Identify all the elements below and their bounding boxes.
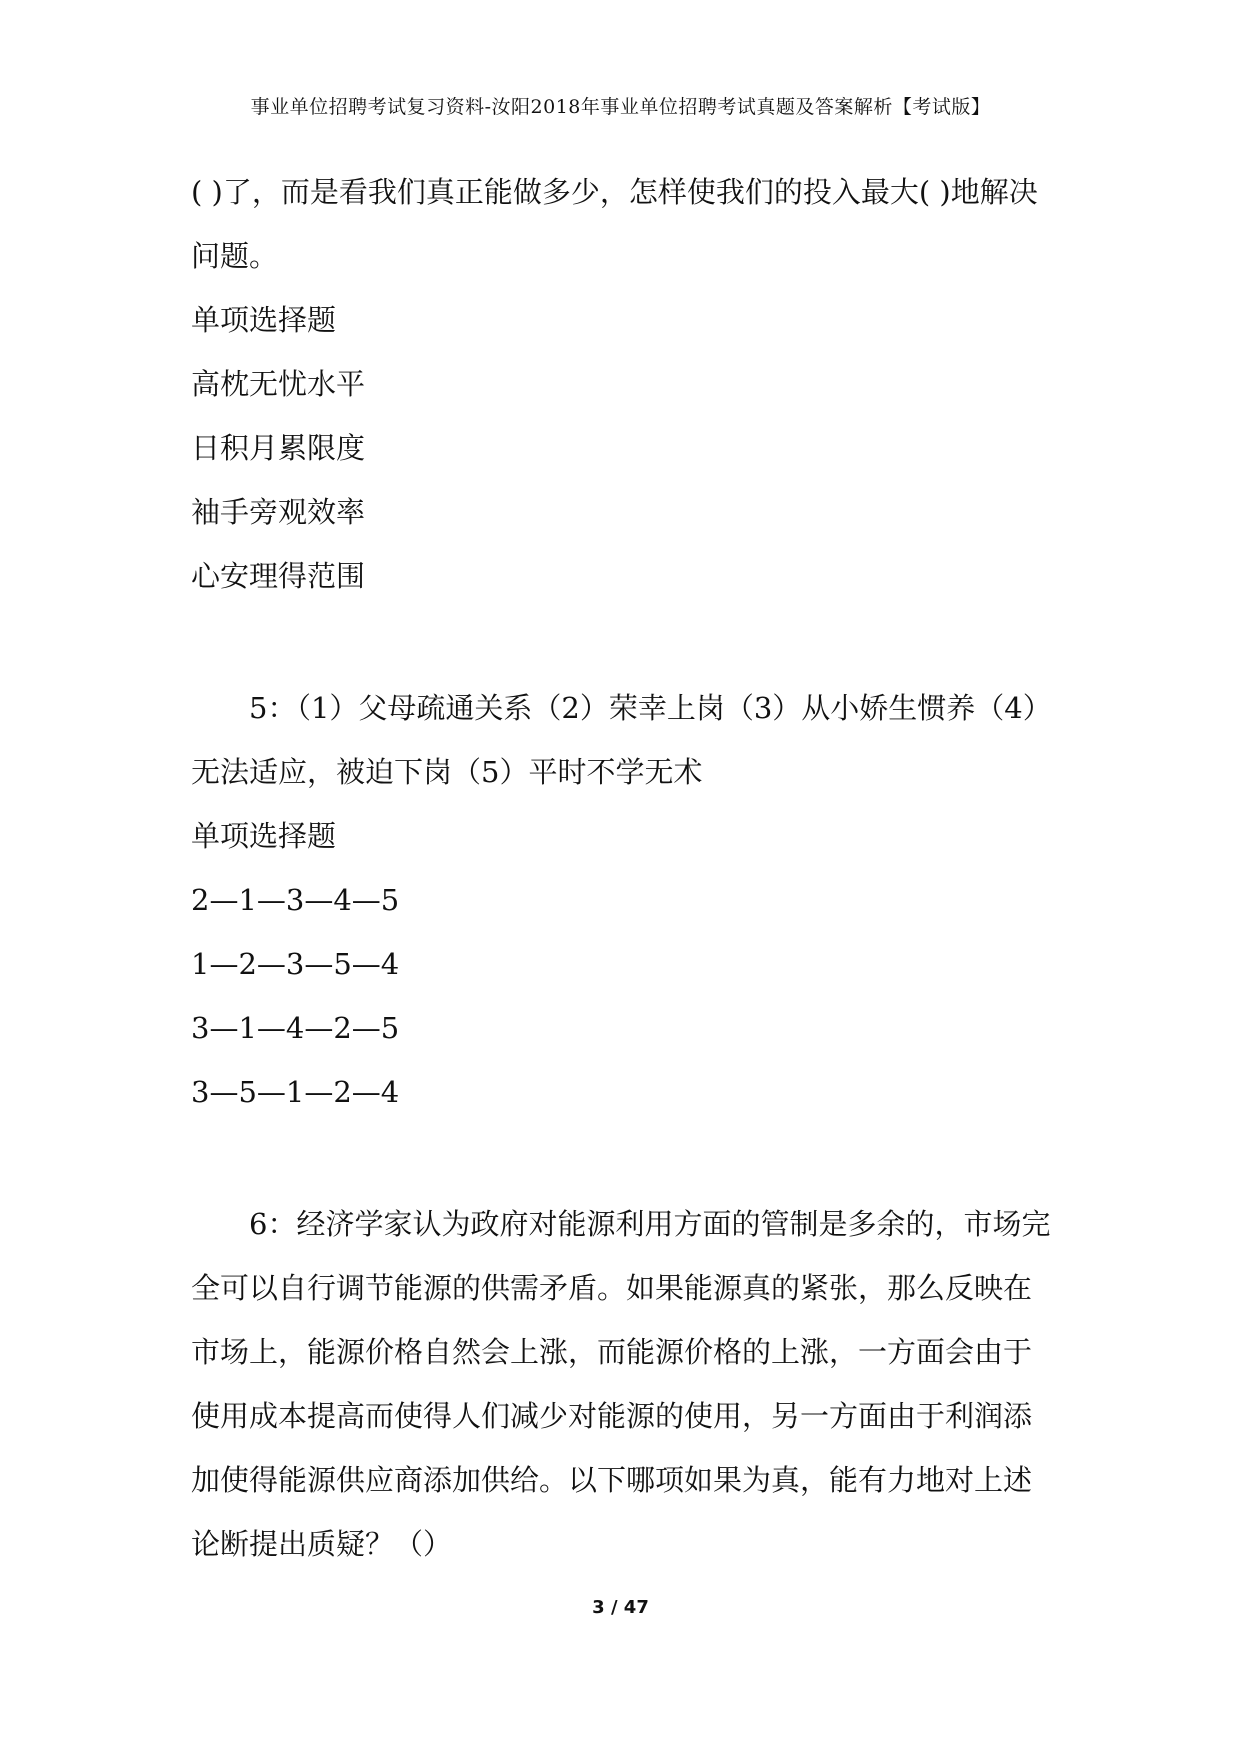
question-5-stem: 5：（1）父母疏通关系（2）荣幸上岗（3）从小娇生惯养（4）无法适应，被迫下岗（5）平时不学无术: [191, 691, 1052, 789]
question-5-type: 单项选择题: [191, 819, 337, 853]
question-6-stem: 6：经济学家认为政府对能源利用方面的管制是多余的，市场完全可以自行调节能源的供需矛盾。如果能源真的紧张，那么反映在市场上，能源价格自然会上涨，而能源价格的上涨，一方面会由于使用成本提高而使得人们减少对能源的使用，另一方面由于利润添加使得能源供应商添加供给。以下哪项如果为真，能有力地对上述论断提出质疑？（）: [191, 1207, 1051, 1561]
question-4-stem: ( )了，而是看我们真正能做多少，怎样使我们的投入最大( )地解决问题。: [191, 175, 1038, 273]
question-4-option-d: 心安理得范围: [191, 559, 366, 593]
question-5-option-c: 3—1—4—2—5: [191, 1011, 400, 1045]
question-5-option-a: 2—1—3—4—5: [191, 883, 400, 917]
question-4-type: 单项选择题: [191, 303, 337, 337]
spacer: [191, 608, 1057, 676]
page-body: [191, 160, 1057, 1576]
spacer: [191, 1124, 1057, 1192]
question-5-option-b: 1—2—3—5—4: [191, 947, 400, 981]
question-4-option-a: 高枕无忧水平: [191, 367, 366, 401]
page-number: 3 / 47: [592, 1597, 649, 1618]
page-header: 事业单位招聘考试复习资料-汝阳2018年事业单位招聘考试真题及答案解析【考试版】: [250, 96, 991, 118]
question-4-option-c: 袖手旁观效率: [191, 495, 366, 529]
question-5-option-d: 3—5—1—2—4: [191, 1075, 400, 1109]
question-4-option-b: 日积月累限度: [191, 431, 366, 465]
